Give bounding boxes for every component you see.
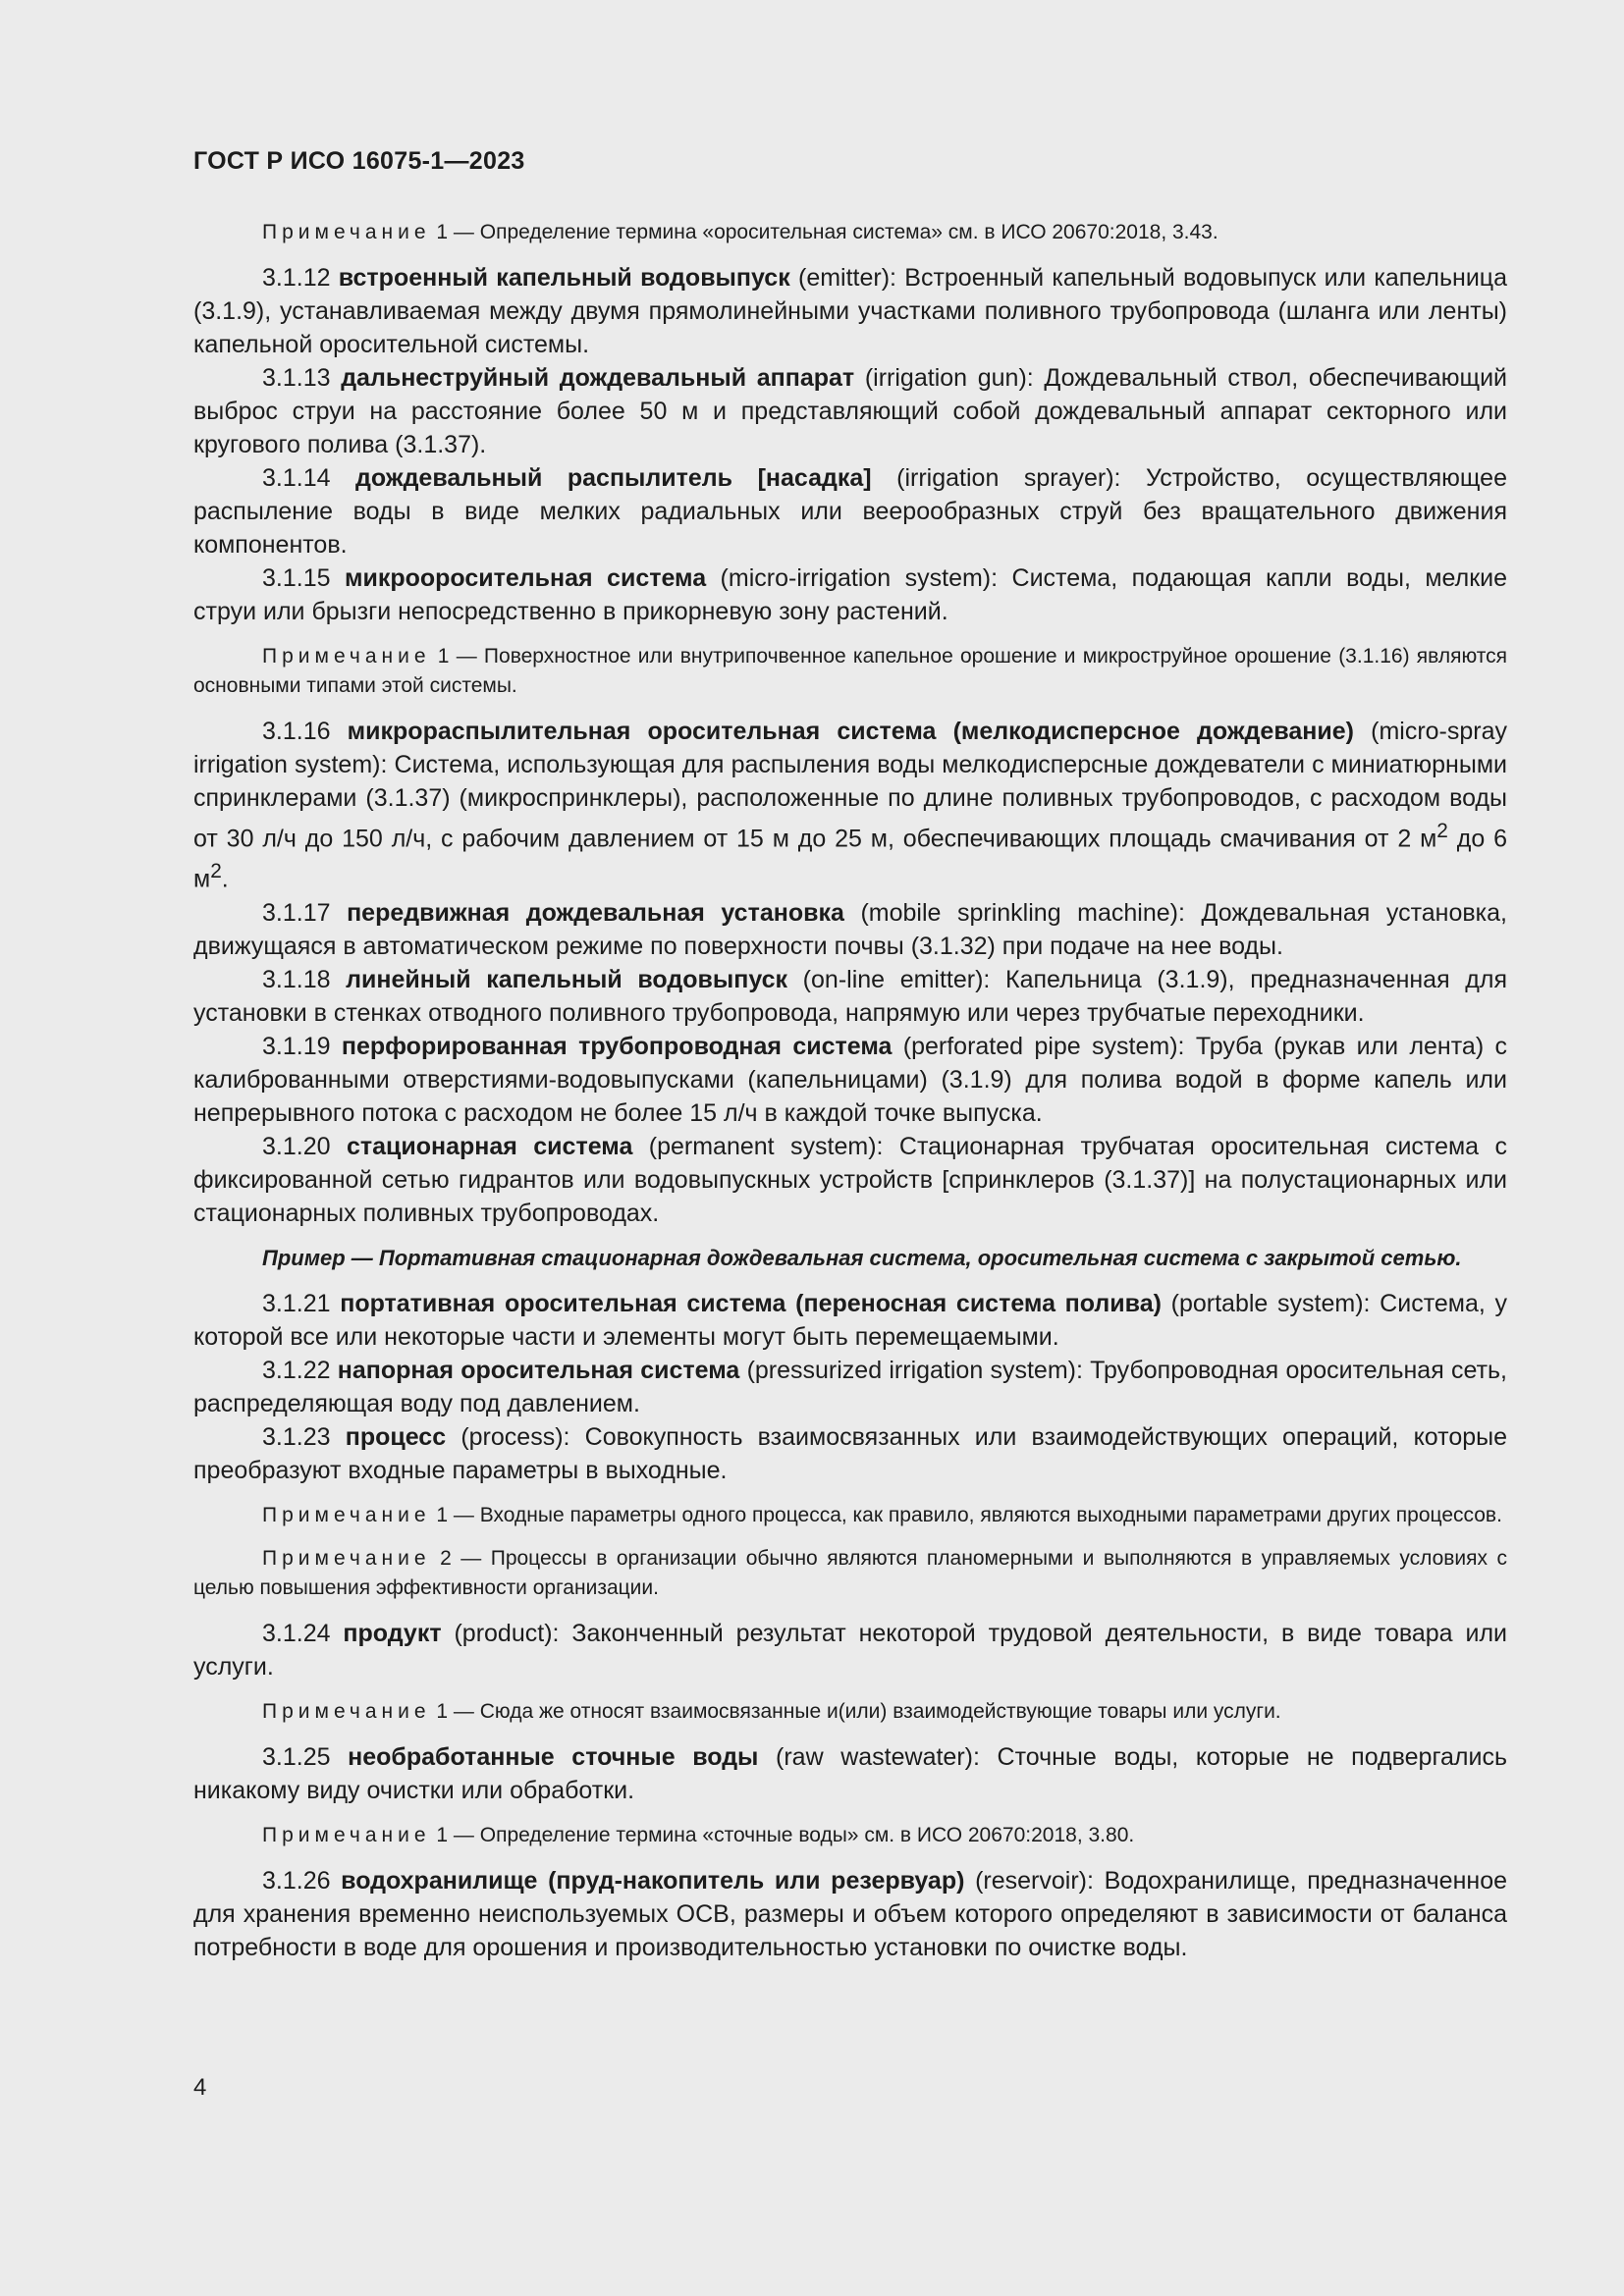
document-header: ГОСТ Р ИСО 16075-1—2023 (193, 147, 525, 175)
term-number: 3.1.24 (262, 1619, 344, 1647)
term-title: дождевальный распылитель [насадка] (355, 464, 872, 492)
term-number: 3.1.20 (262, 1132, 347, 1160)
term-title: необработанные сточные воды (348, 1742, 759, 1771)
term-title: портативная оросительная система (переносная система полива) (340, 1289, 1162, 1317)
note-number: 2 (440, 1546, 452, 1570)
term-3-1-12 (193, 261, 1507, 361)
term-number: 3.1.13 (262, 364, 342, 392)
term-number: 3.1.25 (262, 1742, 349, 1771)
note (193, 1544, 1507, 1603)
term-definition: (process): Совокупность взаимосвязанных или взаимодействующих операций, которые преобразуют входные параметры в выходные. (193, 1422, 1508, 1484)
note-text: — Процессы в организации обычно являются планомерными и выполняются в управляемых условиях с целью повышения эффективности организации. (193, 1546, 1507, 1599)
note-text: — Сюда же относят взаимосвязанные и(или) взаимодействующие товары или услуги. (448, 1699, 1281, 1723)
term-definition: (micro-spray irrigation system): Система, использующая для распыления воды мелкодисперсные дождеватели с миниатюрными спринклерами (3.1.37) (микроспринклеры), расположенные по длине поливных трубопроводов, с расходом воды от 30 л/ч до 150 л/ч, с рабочим давлением от 15 м до 25 м, обеспечивающих площадь смачивания от 2 м (193, 718, 1508, 853)
term-title: встроенный капельный водовыпуск (338, 264, 790, 292)
term-definition: (pressurized irrigation system): Трубопроводная оросительная сеть, распределяющая воду под давлением. (193, 1356, 1507, 1417)
term-number: 3.1.23 (262, 1422, 346, 1451)
term-definition: (product): Законченный результат некоторой трудовой деятельности, в виде товара или услуги. (193, 1619, 1508, 1681)
term-definition: (portable system): Система, у которой все или некоторые части и элементы могут быть перемещаемыми. (193, 1289, 1508, 1351)
term-number: 3.1.21 (262, 1289, 341, 1317)
term-number: 3.1.17 (262, 898, 348, 927)
note-text: — Определение термина «сточные воды» см. в ИСО 20670:2018, 3.80. (448, 1823, 1135, 1846)
term-3-1-17 (193, 896, 1507, 963)
note-label: Примечание (262, 1823, 431, 1846)
term-3-1-20 (193, 1130, 1507, 1230)
note (193, 642, 1507, 701)
term-definition: (permanent system): Стационарная трубчатая оросительная система с фиксированной сетью гидрантов или водовыпускных устройств [спринклеров (3.1.37)] на полустационарных или стационарных поливных трубопроводах. (193, 1132, 1508, 1227)
term-number: 3.1.16 (262, 718, 348, 745)
term-definition: (irrigation gun): Дождевальный ствол, обеспечивающий выброс струи на расстояние более 50 м и представляющий собой дождевальный аппарат секторного или кругового полива (3.1.37). (193, 364, 1507, 458)
note (193, 1501, 1507, 1530)
note-number: 1 (436, 1503, 449, 1526)
term-definition: (irrigation sprayer): Устройство, осуществляющее распыление воды в виде мелких радиальных или веерообразных струй без вращательного движения компонентов. (193, 464, 1507, 559)
note-text: — Поверхностное или внутрипочвенное капельное орошение и микроструйное орошение (3.1.16) являются основными типами этой системы. (193, 645, 1507, 697)
term-title: водохранилище (пруд-накопитель или резервуар) (341, 1866, 965, 1895)
term-title: передвижная дождевальная установка (347, 898, 844, 927)
term-title: продукт (343, 1619, 442, 1647)
note (193, 1697, 1507, 1727)
term-3-1-14 (193, 461, 1507, 561)
term-definition: (mobile sprinkling machine): Дождевальная установка, движущаяся в автоматическом режиме по поверхности почвы (3.1.32) при подаче на нее воды. (193, 898, 1507, 960)
note-text: — Входные параметры одного процесса, как правило, являются выходными параметрами других процессов. (448, 1503, 1502, 1526)
term-3-1-25 (193, 1740, 1507, 1807)
term-title: стационарная система (346, 1132, 633, 1160)
term-number: 3.1.19 (262, 1032, 342, 1060)
term-definition: (raw wastewater): Сточные воды, которые не подвергались никакому виду очистки или обработки. (193, 1742, 1507, 1804)
example: Пример — Портативная стационарная дождевальная система, оросительная система с закрытой сетью. (262, 1245, 1462, 1270)
term-3-1-22 (193, 1354, 1507, 1420)
term-3-1-19 (193, 1030, 1507, 1130)
note-label: Примечание (262, 221, 431, 243)
term-number: 3.1.18 (262, 965, 347, 993)
term-title: линейный капельный водовыпуск (346, 965, 788, 993)
term-title: дальнеструйный дождевальный аппарат (341, 364, 855, 392)
note (193, 1821, 1507, 1850)
term-3-1-24 (193, 1617, 1507, 1683)
term-definition-cont: до 6 м (193, 825, 1507, 893)
document-body (193, 218, 1507, 1964)
term-definition: (emitter): Встроенный капельный водовыпуск или капельница (3.1.9), устанавливаемая между двумя прямолинейными участками поливного трубопровода (шланга или ленты) капельной оросительной системы. (193, 264, 1508, 358)
term-title: процесс (345, 1422, 447, 1451)
term-title: перфорированная трубопроводная система (341, 1032, 893, 1060)
term-number: 3.1.12 (262, 264, 339, 292)
note-number: 1 (436, 1699, 449, 1723)
superscript: 2 (1436, 820, 1448, 842)
term-3-1-13 (193, 361, 1507, 461)
superscript: 2 (210, 860, 222, 883)
term-number: 3.1.15 (262, 564, 345, 592)
note-label: Примечание (262, 645, 431, 667)
note (193, 218, 1507, 247)
term-3-1-26 (193, 1864, 1507, 1964)
term-number: 3.1.22 (262, 1356, 338, 1384)
term-3-1-23 (193, 1420, 1507, 1487)
term-3-1-21 (193, 1287, 1507, 1354)
term-definition: (micro-irrigation system): Система, подающая капли воды, мелкие струи или брызги непосредственно в прикорневую зону растений. (193, 564, 1508, 625)
page-number: 4 (193, 2074, 207, 2101)
term-definition: (on-line emitter): Капельница (3.1.9), предназначенная для установки в стенках отводного поливного трубопровода, напрямую или через трубчатые переходники. (193, 965, 1507, 1027)
term-3-1-18 (193, 963, 1507, 1030)
term-number: 3.1.26 (262, 1866, 342, 1895)
term-definition: (reservoir): Водохранилище, предназначенное для хранения временно неиспользуемых ОСВ, размеры и объем которого определяют в зависимости от баланса потребности в воде для орошения и производительностью установки по очистке воды. (193, 1866, 1508, 1961)
note-label: Примечание (262, 1546, 431, 1570)
term-3-1-16 (193, 715, 1507, 896)
term-definition: (perforated pipe system): Труба (рукав или лента) с калиброванными отверстиями-водовыпусками (капельницами) (3.1.9) для полива водой в форме капель или непрерывного потока с расходом не более 15 л/ч в каждой точке выпуска. (193, 1032, 1507, 1127)
term-title: напорная оросительная система (337, 1356, 740, 1384)
note-label: Примечание (262, 1503, 431, 1526)
note-label: Примечание (262, 1699, 431, 1723)
note-text: — Определение термина «оросительная система» см. в ИСО 20670:2018, 3.43. (448, 221, 1218, 243)
note-number: 1 (437, 645, 450, 667)
note-number: 1 (436, 221, 449, 243)
term-number: 3.1.14 (262, 464, 356, 492)
term-title: микрооросительная система (344, 564, 707, 592)
note-number: 1 (436, 1823, 449, 1846)
term-3-1-15 (193, 561, 1507, 628)
term-title: микрораспылительная оросительная система (мелкодисперсное дождевание) (347, 718, 1354, 745)
term-definition-end: . (221, 865, 229, 893)
